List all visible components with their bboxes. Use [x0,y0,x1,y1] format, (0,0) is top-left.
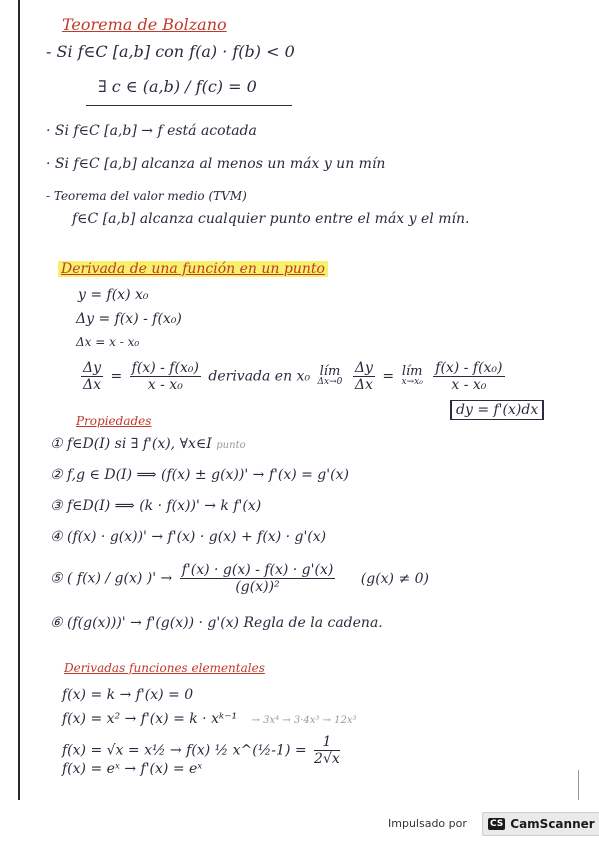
equals-sign-2: = [382,368,395,385]
derivada-line-3: Δx = x - x₀ [76,335,140,349]
derivada-text: derivada en x₀ [208,368,311,385]
elemental-2 [62,712,357,726]
limit-x [402,365,423,388]
limit-delta-num: Δy [354,360,373,376]
sqrt-derivative-den: 2√x [314,751,340,768]
tvm-title: - Teorema del valor medio (TVM) [46,189,247,203]
quotient-rule-num: f'(x) · g(x) - f(x) · g'(x) [181,562,334,578]
section-title-derivada [58,262,328,276]
derivada-line-1: y = f(x) x₀ [78,287,149,303]
divider [86,105,292,106]
property-3: ③ f∈D(I) ⟹ (k · f(x))' → k f'(x) [50,498,262,514]
limit-x-label: lím [401,364,423,380]
limit-x-num: f(x) - f(x₀) [435,360,503,376]
quotient-rule-fraction [180,562,336,595]
limit-delta-sub: Δx→0 [317,377,343,388]
bolzano-line-1: - Si f∈C [a,b] con f(a) · f(b) < 0 [46,42,295,61]
property-5 [50,562,429,595]
sqrt-derivative-fraction [314,734,340,767]
equals-sign: = [110,368,123,385]
limit-delta [318,365,343,388]
elemental-3-text: f(x) = √x = x½ → f(x) ½ x^(½-1) [62,742,291,759]
section-title-elementales: Derivadas funciones elementales [64,661,265,675]
derivada-title-highlight: Derivada de una función en un punto [58,261,328,277]
page-edge-line [578,770,579,800]
delta-x: Δx [83,377,102,394]
property-1-text: ① f∈D(I) si ∃ f'(x), ∀x∈I [50,436,212,452]
elemental-1: f(x) = k → f'(x) = 0 [62,687,194,703]
camscanner-logo-icon: CS [490,819,504,829]
limit-delta-fraction [353,360,375,393]
limit-delta-label: lím [319,364,341,380]
limit-delta-den: Δx [354,377,373,394]
tvm-line: f∈C [a,b] alcanza cualquier punto entre el máx y el mín. [72,211,470,227]
bolzano-line-2: ∃ c ∈ (a,b) / f(c) = 0 [98,77,257,96]
difference-quotient [130,360,201,393]
quotient-rule-den: (g(x))² [235,579,280,596]
elemental-4: f(x) = eˣ → f'(x) = eˣ [62,761,203,777]
camscanner-brand: CamScanner [510,817,595,831]
property-4: ④ (f(x) · g(x))' → f'(x) · g(x) + f(x) · g'(x) [50,529,327,545]
elemental-2-example: → 3x⁴ → 3·4x³ → 12x³ [251,715,357,726]
property-5-condition: (g(x) ≠ 0) [360,570,430,587]
property-5-lhs: ⑤ ( f(x) / g(x) )' → [50,570,173,587]
differential-box: dy = f'(x)dx [450,400,544,420]
max-min-line: · Si f∈C [a,b] alcanza al menos un máx y un mín [46,156,386,172]
property-6: ⑥ (f(g(x)))' → f'(g(x)) · g'(x) Regla de la cadena. [50,615,383,631]
elemental-2-text: f(x) = x² → f'(x) = k · xᵏ⁻¹ [62,711,238,727]
property-2: ② f,g ∈ D(I) ⟹ (f(x) ± g(x))' → f'(x) = g'(x) [50,467,349,483]
camscanner-badge[interactable] [482,812,599,836]
property-1-note: punto [216,440,246,451]
powered-by-text: Impulsado por [388,817,467,830]
difference-quotient-num: f(x) - f(x₀) [131,360,199,376]
page-margin-line [18,0,20,800]
elemental-3-equals: = [294,742,307,759]
delta-fraction [81,360,103,393]
section-title-propiedades: Propiedades [76,414,152,428]
derivada-line-2: Δy = f(x) - f(x₀) [76,311,182,327]
sqrt-derivative-num: 1 [314,734,340,751]
delta-y: Δy [83,360,102,376]
limit-x-sub: x→x₀ [401,377,423,388]
property-1 [50,437,246,451]
limit-x-fraction [433,360,504,393]
limit-x-den: x - x₀ [451,377,487,394]
derivada-formula [78,360,508,393]
acotada-line: · Si f∈C [a,b] → f está acotada [46,123,257,139]
difference-quotient-den: x - x₀ [147,377,183,394]
section-title-bolzano: Teorema de Bolzano [62,15,227,34]
